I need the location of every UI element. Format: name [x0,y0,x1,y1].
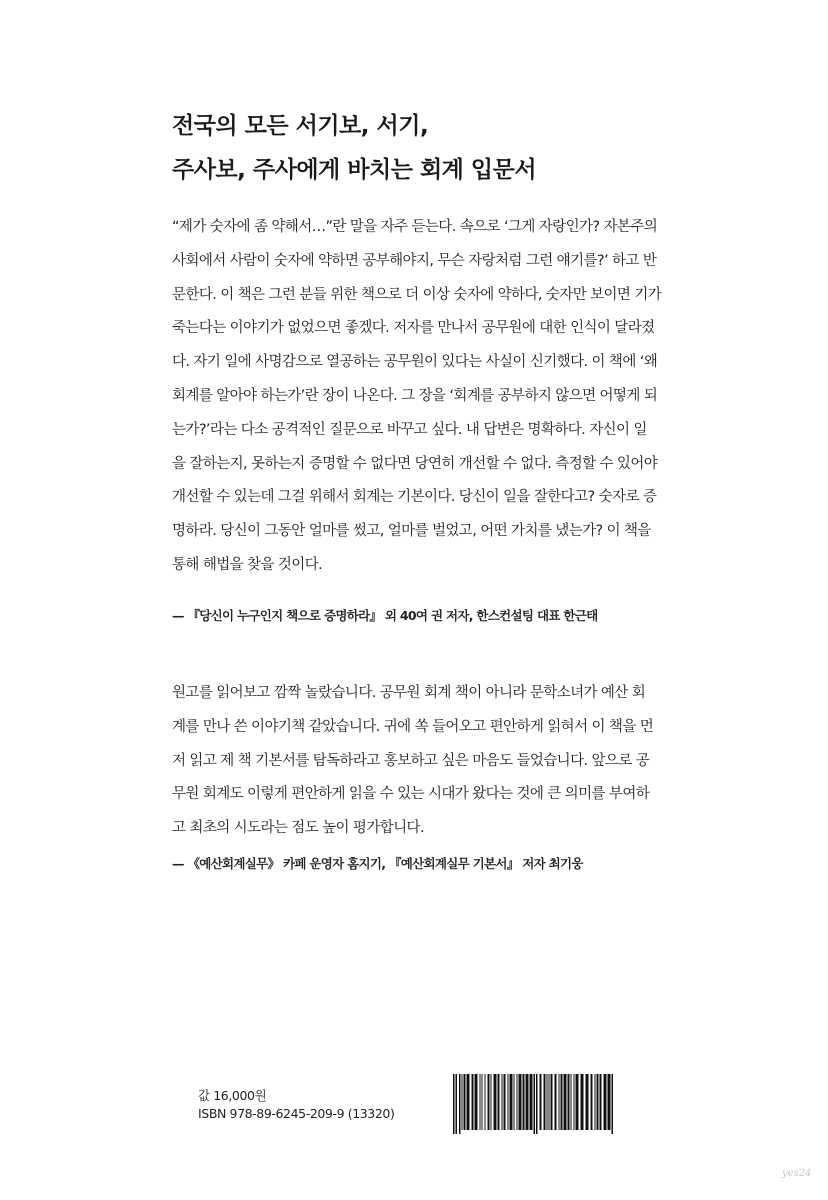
barcode-icon [452,1074,615,1134]
barcode-bar [555,1074,557,1130]
review-1-attribution: — 『당신이 누구인지 책으로 증명하라』 외 40여 권 저자, 한스컨설팅 대표 한근태 [172,608,598,623]
headline-line: 전국의 모든 서기보, 서기, [172,113,429,139]
review-line: “제가 숫자에 좀 약해서…”란 말을 자주 듣는다. 속으로 ‘그게 자랑인가? 자본주의 [172,219,658,235]
barcode-bar [517,1074,518,1130]
review-line: 다. 자기 일에 사명감으로 열공하는 공무원이 있다는 사실이 신기했다. 이 책에 ‘왜 [172,354,658,371]
barcode-bar [551,1074,553,1130]
barcode-bar [453,1074,455,1134]
review-1-body [172,211,692,583]
barcode-bar [561,1074,563,1130]
review-line: 저 읽고 제 책 기본서를 탐독하라고 홍보하고 싶은 마음도 들었습니다. 앞으로 공 [172,752,650,769]
review-line: 는가?’라는 다소 공격적인 질문으로 바꾸고 싶다. 내 답변은 명확하다. 자신이 일 [172,421,647,438]
barcode-bar [462,1074,463,1130]
review-line: 고 최초의 시도라는 점도 높이 평가합니다. [172,820,424,837]
barcode-bar [475,1074,478,1130]
barcode-bar [485,1074,486,1130]
review-2-body [172,677,692,846]
review-line: 개선할 수 있는데 그걸 위해서 회계는 기본이다. 당신이 일을 잘한다고? 숫자로 증 [172,489,657,506]
barcode-bar [574,1074,575,1130]
barcode-bar [480,1074,481,1130]
barcode-bar [467,1074,470,1130]
barcode-bar [494,1074,497,1130]
barcode-bar [536,1074,538,1134]
barcode-bar [526,1074,529,1130]
barcode-bar [508,1074,509,1130]
review-line: 을 잘하는지, 못하는지 증명할 수 없다면 당연히 개선할 수 없다. 측정할 수 있어야 [172,455,658,472]
cover-headline [172,104,692,192]
barcode-bar [523,1074,525,1130]
review-line: 사회에서 사람이 숫자에 약하면 공부해야지, 무슨 자랑처럼 그런 얘기를?’ 하고 반 [172,252,657,269]
barcode-bar [472,1074,474,1130]
barcode-bar [604,1074,607,1130]
barcode-bar [568,1074,570,1130]
price-isbn-block [198,1087,394,1123]
review-line: 명하라. 당신이 그동안 얼마를 썼고, 얼마를 벌었고, 어떤 가치를 냈는가? 이 책을 [172,523,651,540]
barcode-bar [581,1074,584,1130]
barcode-bar [600,1074,602,1130]
barcode-bar [530,1074,533,1130]
review-line: 계를 만나 쓴 이야기책 같았습니다. 귀에 쏙 들어오고 편안하게 읽혀서 이 책을 먼 [172,718,654,735]
barcode-bar [464,1074,466,1130]
barcode-bar [591,1074,593,1130]
barcode-bar [547,1074,548,1130]
barcode-bar [597,1074,599,1130]
barcode-bar [608,1074,611,1130]
headline-line: 주사보, 주사에게 바치는 회계 입문서 [172,157,537,183]
barcode-bar [544,1074,546,1130]
barcode-bar [595,1074,596,1130]
barcode-bar [482,1074,483,1130]
barcode-bar [571,1074,572,1130]
barcode-bar [456,1074,458,1134]
barcode-bar [519,1074,522,1130]
watermark-logo: yes24 [782,1168,812,1179]
barcode-bar [498,1074,500,1130]
price-text: 값 16,000원 [198,1088,267,1103]
barcode-bar [559,1074,560,1130]
barcode-bar [586,1074,589,1130]
barcode-bar [514,1074,515,1130]
barcode-bar [488,1074,490,1130]
barcode-bar [510,1074,513,1130]
barcode-bar [534,1074,536,1134]
barcode-bar [540,1074,542,1130]
review-2-attribution: — 《예산회계실무》 카페 운영자 홈지기, 『예산회계실무 기본서』 저자 최기웅 [172,856,583,871]
barcode-bar [491,1074,492,1130]
barcode-bar [612,1074,614,1134]
review-line: 죽는다는 이야기가 없었으면 좋겠다. 저자를 만나서 공무원에 대한 인식이 달라졌 [172,320,655,337]
barcode-bar [564,1074,567,1130]
barcode-bar [576,1074,579,1130]
barcode-bar [504,1074,506,1130]
review-line: 회계를 알아야 하는가’란 장이 나온다. 그 장을 ‘회계를 공부하지 않으면 어떻게 되 [172,387,658,404]
review-line: 문한다. 이 책은 그런 분들 위한 책으로 더 이상 숫자에 약하다, 숫자만 보이면 기가 [172,286,662,303]
review-line: 원고를 읽어보고 깜짝 놀랐습니다. 공무원 회계 책이 아니라 문학소녀가 예산 회 [172,685,646,701]
barcode-bar [549,1074,550,1130]
barcode-bar [502,1074,503,1130]
review-line: 무원 회계도 이렇게 편안하게 읽을 수 있는 시대가 왔다는 것에 큰 의미를 부여하 [172,786,650,803]
review-line: 통해 해법을 찾을 것이다. [172,556,323,573]
isbn-text: ISBN 978-89-6245-209-9 (13320) [198,1106,395,1121]
barcode-bar [459,1074,461,1134]
